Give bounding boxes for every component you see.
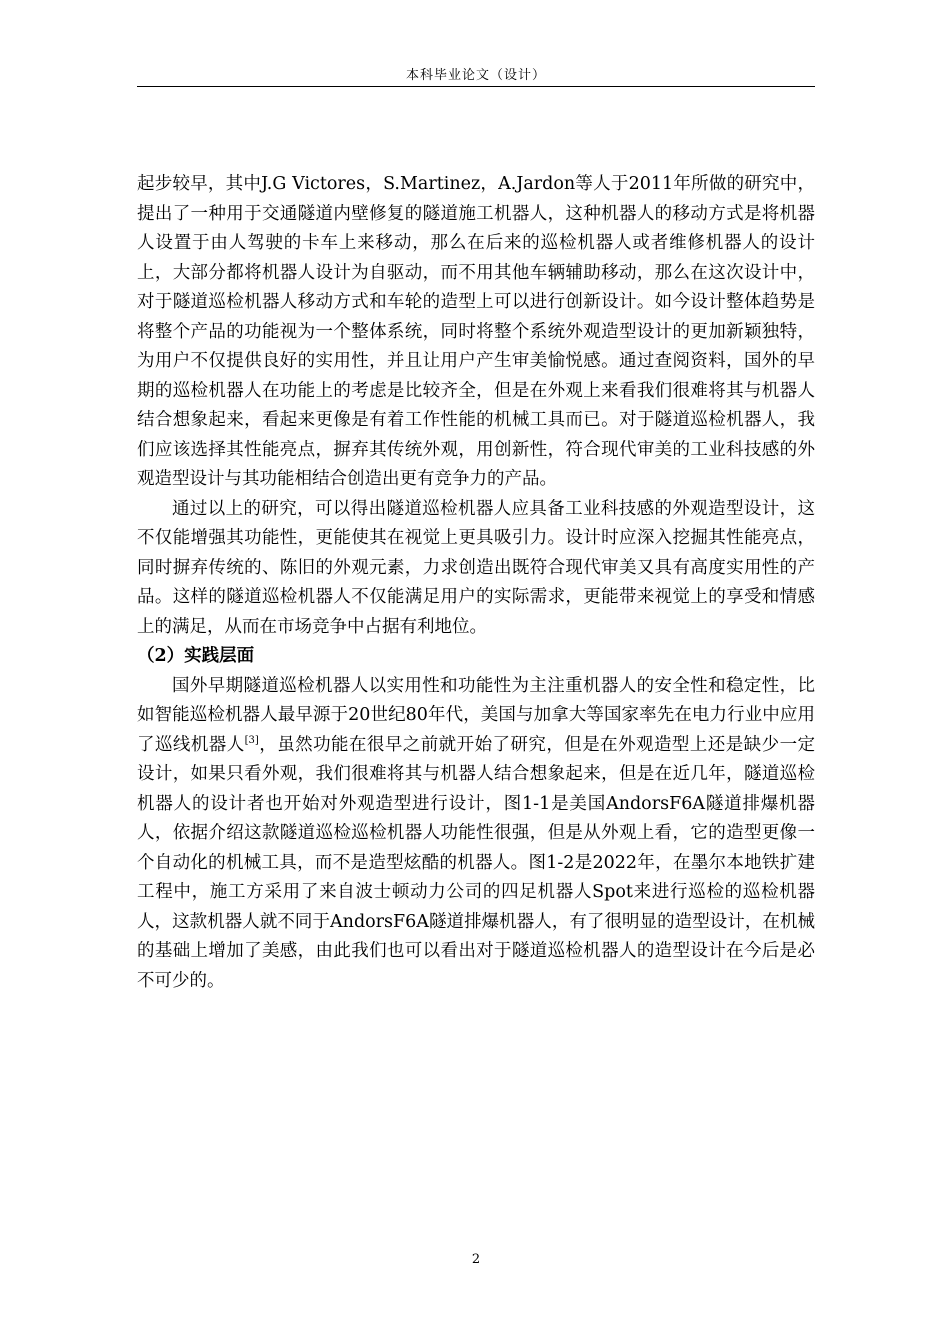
paragraph: 通过以上的研究，可以得出隧道巡检机器人应具备工业科技感的外观造型设计，这不仅能增强其功能性，更能使其在视觉上更具吸引力。设计时应深入挖掘其性能亮点，同时摒弃传统的、陈旧的外观元素，力求创造出既符合现代审美又具有高度实用性的产品。这样的隧道巡检机器人不仅能满足用户的实际需求，更能带来视觉上的享受和情感上的满足，从而在市场竞争中占据有利地位。 [137, 498, 815, 637]
paragraph: 起步较早，其中J.G Victores，S.Martinez，A.Jardon等人于2011年所做的研究中，提出了一种用于交通隧道内壁修复的隧道施工机器人，这种机器人的移动方式是将机器人设置于由人驾驶的卡车上来移动，那么在后来的巡检机器人或者维修机器人的设计上，大部分都将机器人设计为自驱动，而不用其他车辆辅助移动，那么在这次设计中，对于隧道巡检机器人移动方式和车轮的造型上可以进行创新设计。如今设计整体趋势是将整个产品的功能视为一个整体系统，同时将整个系统外观造型设计的更加新颖独特，为用户不仅提供良好的实用性，并且让用户产生审美愉悦感。通过查阅资料，国外的早期的巡检机器人在功能上的考虑是比较齐全，但是在外观上来看我们很难将其与机器人结合想象起来，看起来更像是有着工作性能的机械工具而已。对于隧道巡检机器人，我们应该选择其性能亮点，摒弃其传统外观，用创新性，符合现代审美的工业科技感的外观造型设计与其功能相结合创造出更有竞争力的产品。 [137, 174, 815, 489]
page-header: 本科毕业论文（设计） [405, 68, 546, 83]
body-text [137, 170, 815, 996]
page-number: 2 [471, 1252, 481, 1267]
header-rule [137, 86, 815, 87]
citation-reference: [3] [244, 734, 259, 746]
paragraph-text: ，虽然功能在很早之前就开始了研究，但是在外观造型上还是缺少一定设计，如果只看外观，我们很难将其与机器人结合想象起来，但是在近几年，隧道巡检机器人的设计者也开始对外观造型进行设计，图1-1是美国AndorsF6A隧道排爆机器人，依据介绍这款隧道巡检巡检机器人功能性很强，但是从外观上看，它的造型更像一个自动化的机械工具，而不是造型炫酷的机器人。图1-2是2022年，在墨尔本地铁扩建工程中，施工方采用了来自波士顿动力公司的四足机器人Spot来进行巡检的巡检机器人，这款机器人就不同于AndorsF6A隧道排爆机器人，有了很明显的造型设计，在机械的基础上增加了美感，由此我们也可以看出对于隧道巡检机器人的造型设计在今后是必不可少的。 [137, 734, 816, 991]
paragraph-text: 国外早期隧道巡检机器人以实用性和功能性为主注重机器人的安全性和稳定性，比如智能巡检机器人最早源于20世纪80年代，美国与加拿大等国家率先在电力行业中应用了巡线机器人 [137, 675, 815, 755]
section-subheading: （2）实践层面 [137, 646, 255, 666]
paragraph [137, 672, 815, 997]
